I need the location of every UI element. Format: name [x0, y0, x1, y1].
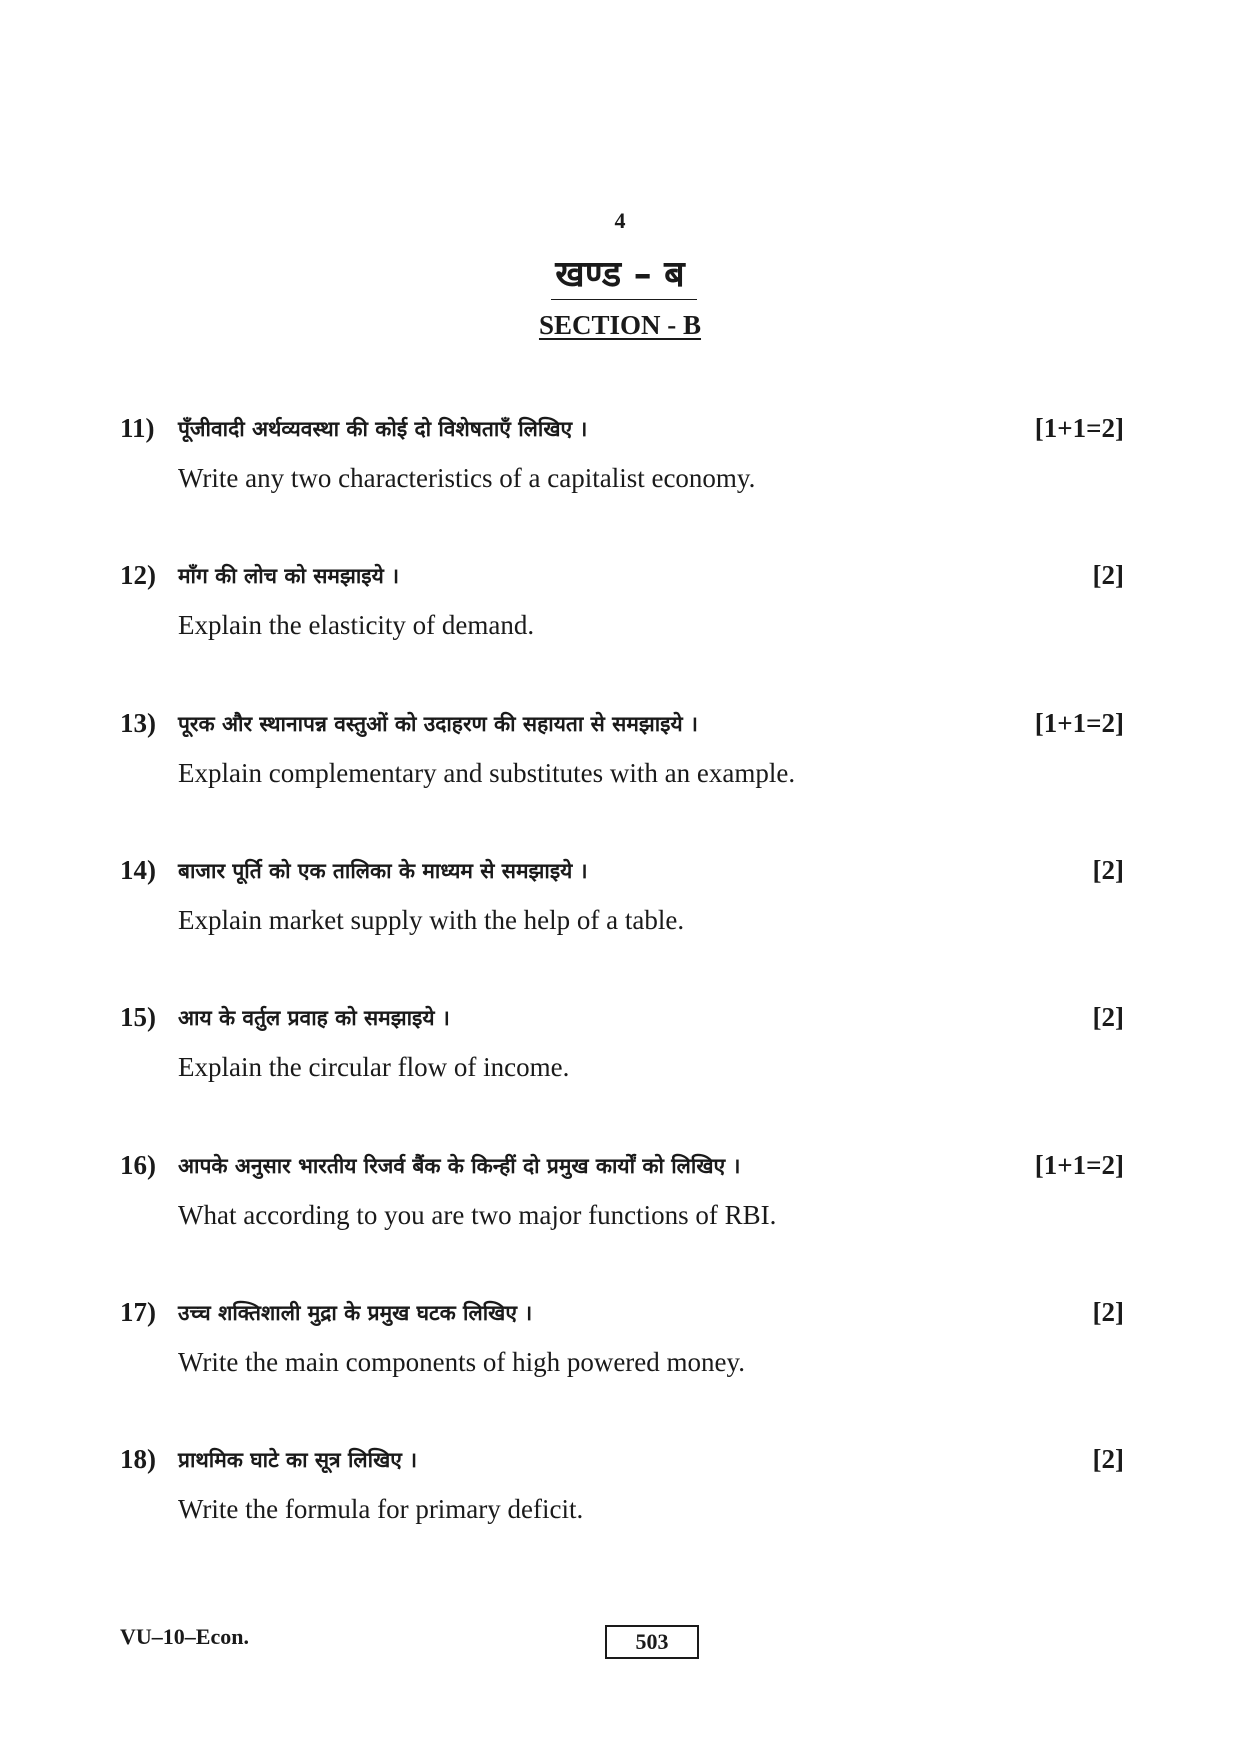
question-16	[0, 1147, 1240, 1267]
question-text-hindi: पूँजीवादी अर्थव्यवस्था की कोई दो विशेषताएँ लिखिए ।	[178, 417, 588, 441]
question-text-hindi: माँग की लोच को समझाइये ।	[178, 564, 400, 588]
question-18	[0, 1441, 1240, 1561]
question-text-english: Explain the elasticity of demand.	[178, 610, 535, 640]
question-11	[0, 410, 1240, 530]
question-number: 15)	[120, 1002, 156, 1032]
section-title-english: SECTION - B	[538, 310, 702, 340]
question-text-english: Explain market supply with the help of a table.	[178, 905, 685, 935]
question-text-hindi: प्राथमिक घाटे का सूत्र लिखिए ।	[178, 1448, 418, 1472]
question-number: 16)	[120, 1150, 156, 1180]
question-number: 17)	[120, 1297, 156, 1327]
section-title-hindi: खण्ड – ब	[555, 254, 685, 295]
question-text-hindi: आपके अनुसार भारतीय रिजर्व बैंक के किन्हीं दो प्रमुख कार्यों को लिखिए ।	[178, 1154, 741, 1178]
question-text-hindi: पूरक और स्थानापन्न वस्तुओं को उदाहरण की सहायता से समझाइये ।	[178, 712, 698, 736]
question-14	[0, 852, 1240, 972]
question-number: 11)	[120, 413, 155, 443]
question-number: 13)	[120, 708, 156, 738]
question-text-english: What according to you are two major functions of RBI.	[178, 1200, 777, 1230]
question-text-hindi: आय के वर्तुल प्रवाह को समझाइये ।	[178, 1006, 450, 1030]
question-marks: [2]	[1092, 560, 1124, 590]
question-marks: [2]	[1092, 855, 1124, 885]
page-number: 4	[614, 208, 626, 233]
question-15	[0, 999, 1240, 1119]
question-marks: [1+1=2]	[1034, 708, 1124, 738]
question-marks: [1+1=2]	[1034, 1150, 1124, 1180]
question-12	[0, 557, 1240, 677]
question-number: 18)	[120, 1444, 156, 1474]
question-text-english: Explain complementary and substitutes with an example.	[178, 758, 796, 788]
section-title-underline	[551, 299, 697, 300]
question-text-english: Write the main components of high powered money.	[178, 1347, 746, 1377]
question-text-english: Write any two characteristics of a capitalist economy.	[178, 463, 756, 493]
page-code-box: 503	[605, 1625, 699, 1659]
question-number: 12)	[120, 560, 156, 590]
question-marks: [2]	[1092, 1002, 1124, 1032]
question-marks: [1+1=2]	[1034, 413, 1124, 443]
question-17	[0, 1294, 1240, 1414]
question-text-hindi: बाजार पूर्ति को एक तालिका के माध्यम से समझाइये ।	[178, 859, 588, 883]
question-13	[0, 705, 1240, 825]
question-marks: [2]	[1092, 1297, 1124, 1327]
question-marks: [2]	[1092, 1444, 1124, 1474]
question-text-english: Explain the circular flow of income.	[178, 1052, 570, 1082]
question-text-english: Write the formula for primary deficit.	[178, 1494, 584, 1524]
question-number: 14)	[120, 855, 156, 885]
paper-code: VU–10–Econ.	[120, 1624, 249, 1649]
question-text-hindi: उच्च शक्तिशाली मुद्रा के प्रमुख घटक लिखिए ।	[178, 1301, 533, 1325]
